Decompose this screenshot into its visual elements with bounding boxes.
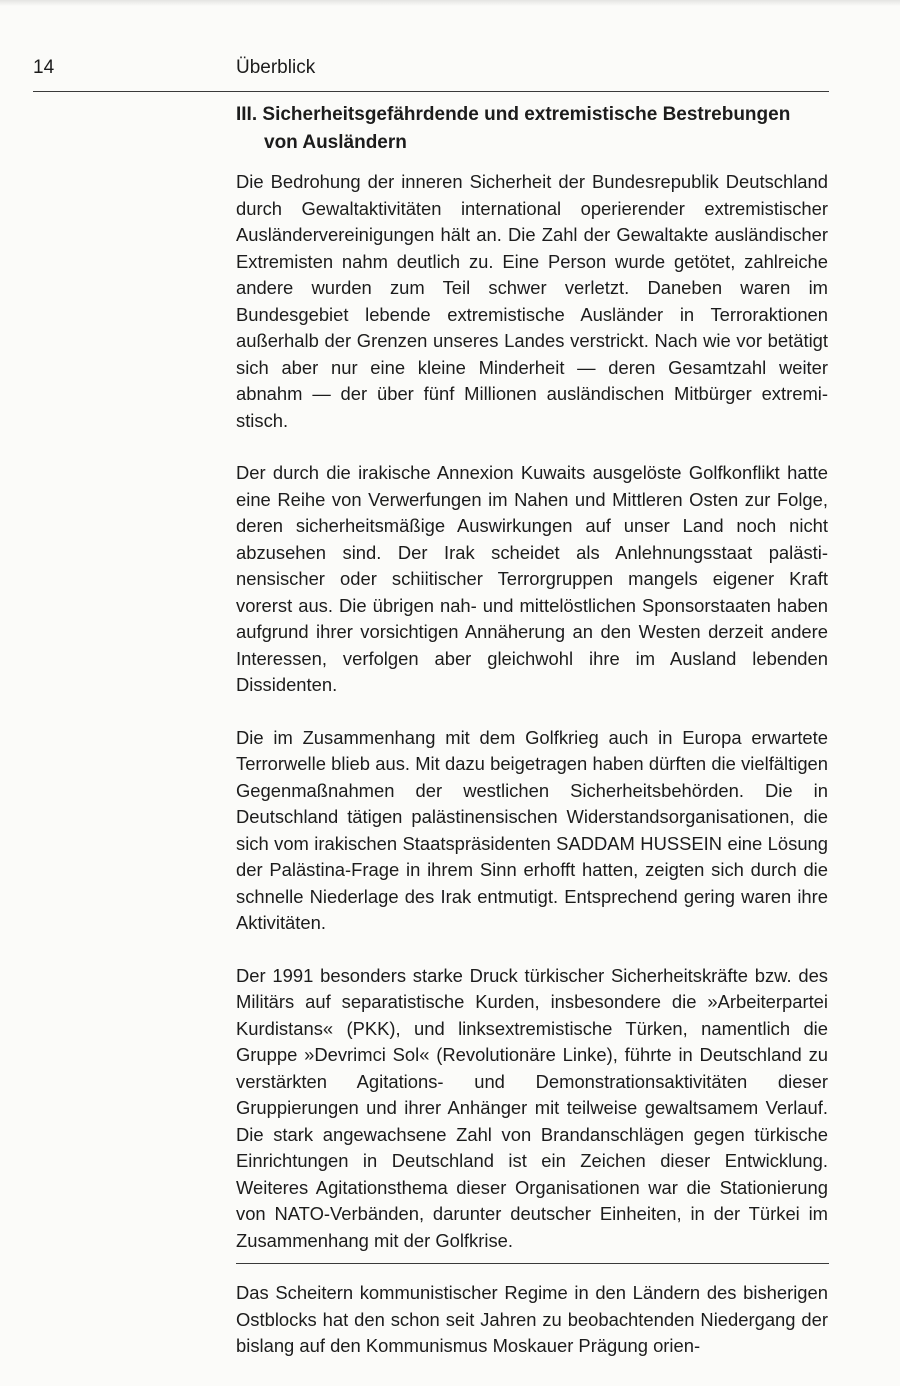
paragraph-turkish-kurdish: Der 1991 besonders starke Druck türkischer Sicherheitskräfte bzw. des Militärs auf separatistische Kurden, insbesondere die »Arbeiterpartei Kurdistans« (PKK), und linksextremistische Türken, namentlich die Gruppe »Devrimci Sol« (Revolutionäre Linke), führte in Deutschland zu verstärkten Agitations- und Demonstrationsaktivitäten dieser Gruppierungen und ihrer Anhänger mit teilweise gewaltsamem Verlauf. Die stark angewachsene Zahl von Brandanschlägen gegen türkische Einrichtungen in Deutschland ist ein Zeichen dieser Entwicklung. Weiteres Agitationsthema dieser Organisationen war die Stationierung von NATO-Verbänden, darunter deutscher Einheiten, in der Türkei im Zusammenhang mit der Golfkrise. bbox=[236, 964, 828, 1251]
running-head: Überblick bbox=[236, 57, 316, 78]
paragraph-gulf-conflict: Der durch die irakische Annexion Kuwaits ausgelöste Golfkonflikt hatte eine Reihe von Verwerfungen im Nahen und Mittleren Osten zur Folge, deren sicherheitsmäßige Auswirkungen auf unser Land noch nicht abzusehen sind. Der Irak scheidet als Anlehnungsstaat palästinensischer oder schiitischer Terrorgruppen mangels eigener Kraft vorerst aus. Die übrigen nah- und mittelöstlichen Sponsorstaaten haben aufgrund ihrer vorsichtigen Annäherung an den Westen derzeit andere Interessen, verfolgen aber gleichwohl ihre im Ausland lebenden Dissidenten. bbox=[236, 462, 828, 695]
footer-rule bbox=[236, 1263, 829, 1264]
page-top-edge bbox=[0, 0, 900, 6]
paragraph-eastern-bloc: Das Scheitern kommunistischer Regime in den Ländern des bisherigen Ostblocks hat den schon seit Jahren zu beobachtenden Niedergang der bislang auf den Kommunismus Moskauer Prägung orien- bbox=[236, 1282, 828, 1356]
section-heading bbox=[236, 101, 836, 157]
body-text bbox=[236, 169, 828, 1386]
paragraph-threat-overview: Die Bedrohung der inneren Sicherheit der Bundesrepublik Deutschland durch Gewaltaktivitäten international operierender extremistischer Ausländervereinigungen hält an. Die Zahl der Gewaltakte ausländischer Extremisten nahm deutlich zu. Eine Person wurde getötet, zahlreiche andere wurden zum Teil schwer verletzt. Daneben waren im Bundesgebiet lebende extremistische Ausländer in Terroraktionen außerhalb der Grenzen unseres Landes verstrickt. Nach wie vor betätigt sich aber nur eine kleine Minderheit — deren Gesamtzahl weiter abnahm — der über fünf Millionen ausländischen Mitbürger extremistisch. bbox=[236, 171, 828, 431]
paragraph-terror-wave: Die im Zusammenhang mit dem Golfkrieg auch in Europa erwartete Terrorwelle blieb aus. Mit dazu beigetragen haben dürften die vielfältigen Gegenmaßnahmen der westlichen Sicherheitsbehörden. Die in Deutschland tätigen palästinensischen Widerstandsorganisationen, die sich vom irakischen Staatspräsidenten SADDAM HUSSEIN eine Lösung der Palästina-Frage in ihrem Sinn erhofft hatten, zeigten sich durch die schnelle Niederlage des Irak entmutigt. Entsprechend gering waren ihre Aktivitäten. bbox=[236, 726, 828, 933]
header-rule bbox=[33, 91, 829, 92]
section-heading-line2: von Ausländern bbox=[264, 132, 407, 153]
section-heading-line1: III. Sicherheitsgefährdende und extremistische Bestrebungen bbox=[236, 104, 791, 125]
page-number: 14 bbox=[33, 57, 55, 78]
